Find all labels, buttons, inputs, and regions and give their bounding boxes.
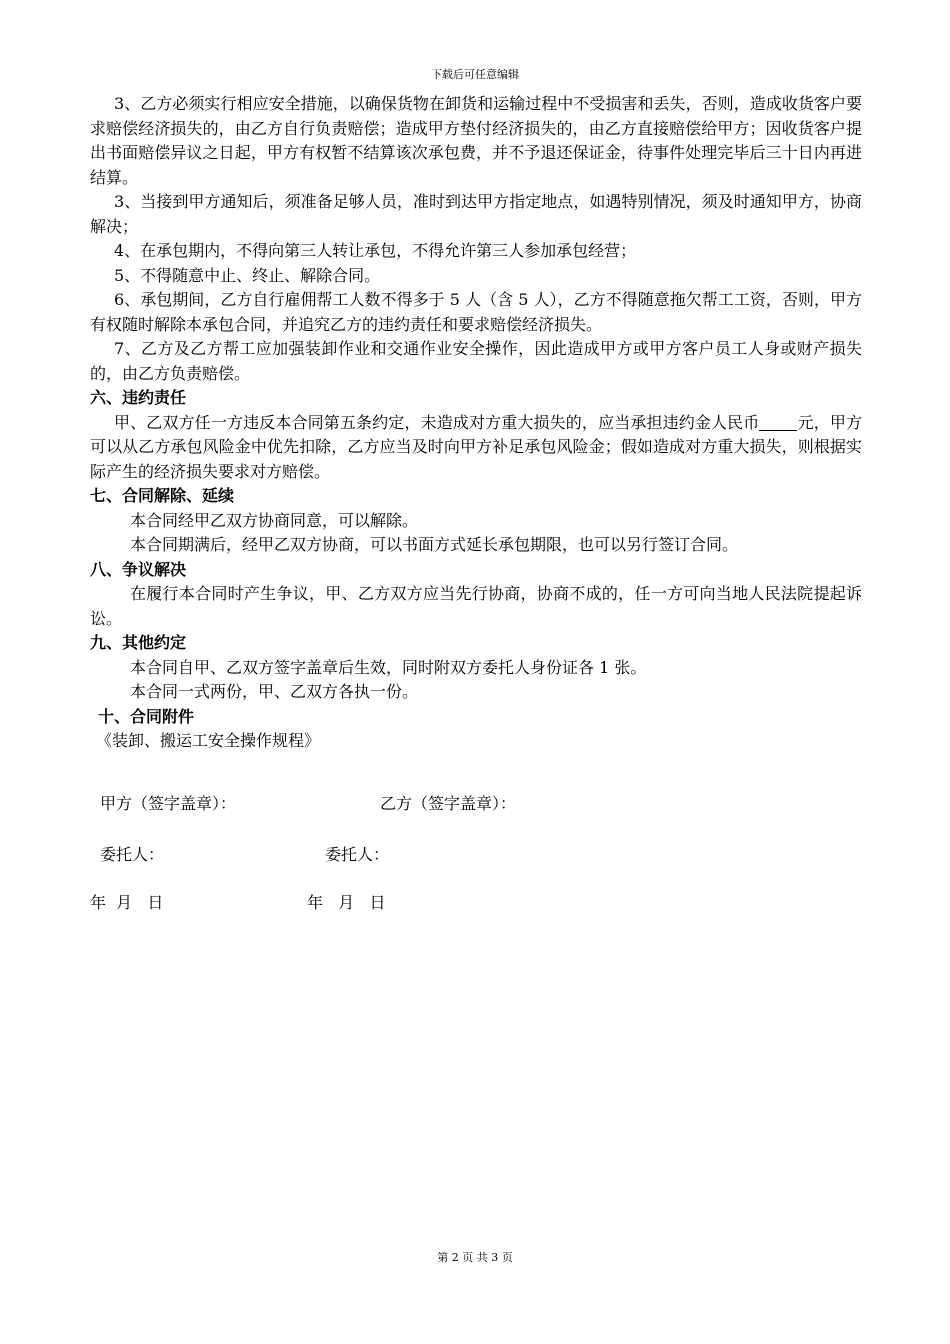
section-9-line-1: 本合同自甲、乙双方签字盖章后生效，同时附双方委托人身份证各 1 张。 [130, 657, 647, 677]
section-8-title: 八、争议解决 [90, 559, 187, 579]
section-8-line-1: 在履行本合同时产生争议，甲、乙方双方应当先行协商，协商不成的，任一方可向当地人民法院提起诉讼。 [90, 584, 862, 628]
clause-5-termination: 5、不得随意中止、终止、解除合同。 [114, 265, 381, 285]
clause-3-safety: 3、乙方必须实行相应安全措施，以确保货物在卸货和运输过程中不受损害和丢失，否则，造成收货客户要求赔偿经济损失的，由乙方自行负责赔偿；造成甲方垫付经济损失的，由乙方直接赔偿给甲方；因收货客户提出书面赔偿异议之日起，甲方有权暂不结算该次承包费，并不予退还保证金，待事件处理完毕后三十日内再进结算。 [90, 94, 862, 187]
clause-4-transfer: 4、在承包期内，不得向第三人转让承包，不得允许第三人参加承包经营； [114, 241, 637, 260]
party-b-date: 年 月 日 [307, 893, 386, 912]
section-6-text-a: 甲、乙双方任一方违反本合同第五条约定，未造成对方重大损失的，应当承担违约金人民币 [114, 412, 760, 432]
section-9-title: 九、其他约定 [90, 633, 187, 652]
section-10-title: 十、合同附件 [98, 706, 195, 726]
penalty-amount-blank [759, 414, 797, 431]
section-9-line-2: 本合同一式两份，甲、乙双方各执一份。 [130, 682, 419, 701]
clause-3-notice: 3、当接到甲方通知后，须准备足够人员，准时到达甲方指定地点，如遇特别情况，须及时通知甲方，协商解决； [90, 192, 862, 236]
section-6-text [90, 411, 862, 485]
contract-body [90, 92, 862, 754]
party-a-agent-label: 委托人： [100, 845, 165, 864]
section-7-title: 七、合同解除、延续 [90, 486, 235, 505]
section-7-line-2: 本合同期满后，经甲乙双方协商，可以书面方式延长承包期限，也可以另行签订合同。 [130, 535, 739, 554]
party-b-agent-label: 委托人： [325, 845, 390, 864]
clause-7-operation-safety: 7、乙方及乙方帮工应加强装卸作业和交通作业安全操作，因此造成甲方或甲方客户员工人身或财产损失的，由乙方负责赔偿。 [90, 339, 862, 383]
clause-6-helpers: 6、承包期间，乙方自行雇佣帮工人数不得多于 5 人（含 5 人），乙方不得随意拖欠帮工工资，否则，甲方有权随时解除本承包合同，并追究乙方的违约责任和要求赔偿经济损失。 [90, 290, 862, 334]
section-6-text-b: 元，甲方可以从乙方承包风险金中优先扣除，乙方应当及时向甲方补足承包风险金；假如造成对方重大损失，则根据实际产生的经济损失要求对方赔偿。 [90, 412, 862, 481]
party-a-date: 年 月 日 [90, 893, 164, 912]
section-6-title: 六、违约责任 [90, 388, 187, 407]
party-b-signature-label: 乙方（签字盖章）： [380, 794, 517, 813]
party-a-signature-label: 甲方（签字盖章）： [100, 794, 237, 813]
annex-document-title: 《装卸、搬运工安全操作规程》 [96, 731, 321, 750]
page-header: 下载后可任意编辑 [431, 68, 519, 81]
section-7-line-1: 本合同经甲乙双方协商同意，可以解除。 [130, 510, 419, 530]
page-footer: 第 2 页 共 3 页 [437, 1251, 513, 1264]
